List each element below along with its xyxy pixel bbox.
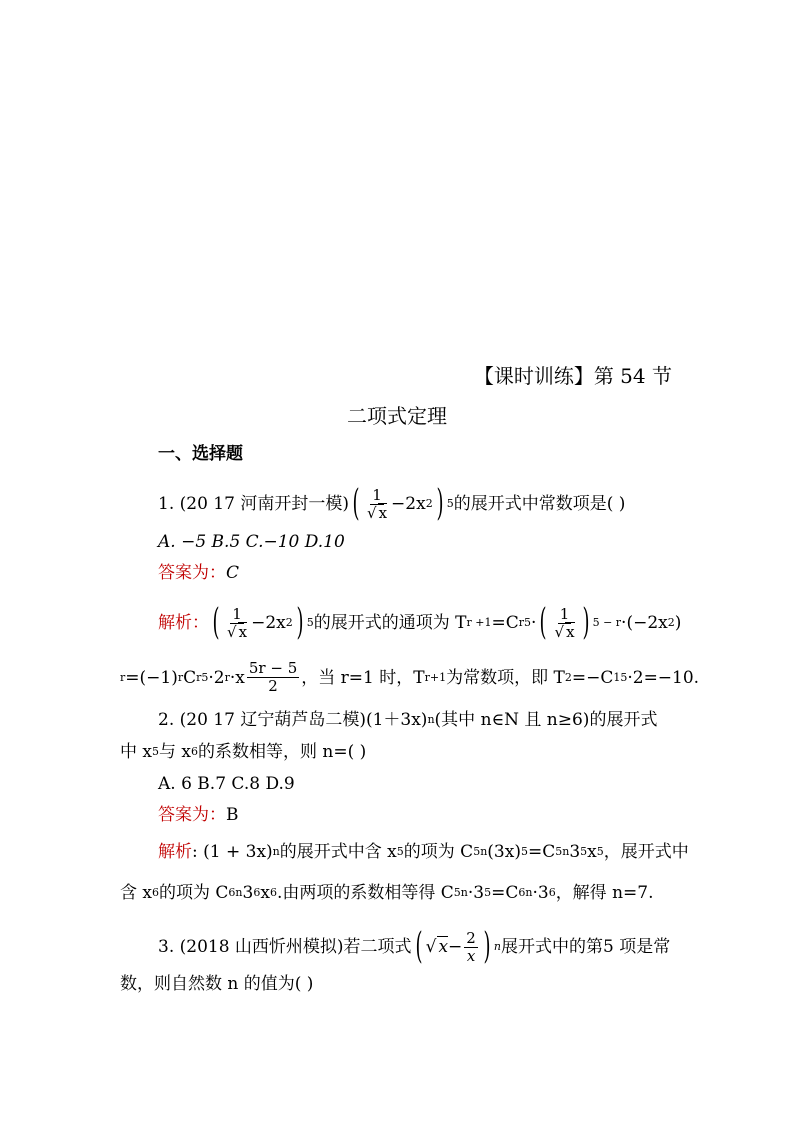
q1-analysis-line2: r =(−1) r C r 5 ·2 r ·x $\frac{5r - 5}{2}$ ，当 r=1 时，T r+1 为常数项，即 T 2 =−C 1 5 ·2=−10. (120, 659, 700, 695)
section-heading: 一、选择题 (158, 444, 243, 464)
q2-stem-line1: 2. (20 17 辽宁葫芦岛二模)(1＋3x) n (其中 n∈N 且 n≥6)的展开式 (158, 710, 658, 730)
q1-fraction: $\frac{1}{√ x}$ (367, 485, 388, 522)
lesson-header: 【课时训练】第 54 节 (473, 364, 672, 388)
q1-answer: 答案为： C (158, 563, 240, 583)
q1-analysis-line1: 解析： ( $\frac{1}{√ x}$ −2x 2 ) 5 的展开式的通项为 T r +1 =C r 5 · ( $\frac{1}{√ x}$ ) 5 − r ·(−2x 2 ) (158, 602, 682, 643)
q2-options: A. 6 B.7 C.8 D.9 (158, 774, 295, 794)
q3-stem-line2: 数，则自然数 n 的值为( ) (120, 974, 314, 994)
q1-stem: 1. (20 17 河南开封一模) ( $\frac{1}{√ x}$ −2x 2 ) 5 的展开式中常数项是( ) (158, 483, 626, 524)
q2-stem-line2: 中 x 5 与 x 6 的系数相等，则 n=( ) (120, 742, 367, 762)
q3-stem-line1: 3. (2018 山西忻州模拟)若二项式 ( √ x− $\frac{2}{x}$ ) n 展开式中的第5 项是常 (158, 926, 671, 967)
q2-analysis-line2: 含 x 6 的项为 C 6 n 3 6 x 6 .由两项的系数相等得 C 5 n ·3 5 =C 6 n ·3 6 ，解得 n=7. (120, 883, 654, 903)
q2-answer: 答案为： B (158, 805, 239, 825)
page-title: 二项式定理 (347, 404, 447, 428)
q2-analysis-line1: 解析 : (1 + 3x) n 的展开式中含 x 5 的项为 C 5 n (3x) 5 =C 5 n 3 5 x 5 ，展开式中 (158, 842, 689, 862)
q1-options: A. −5 B.5 C.−10 D.10 (158, 532, 345, 552)
